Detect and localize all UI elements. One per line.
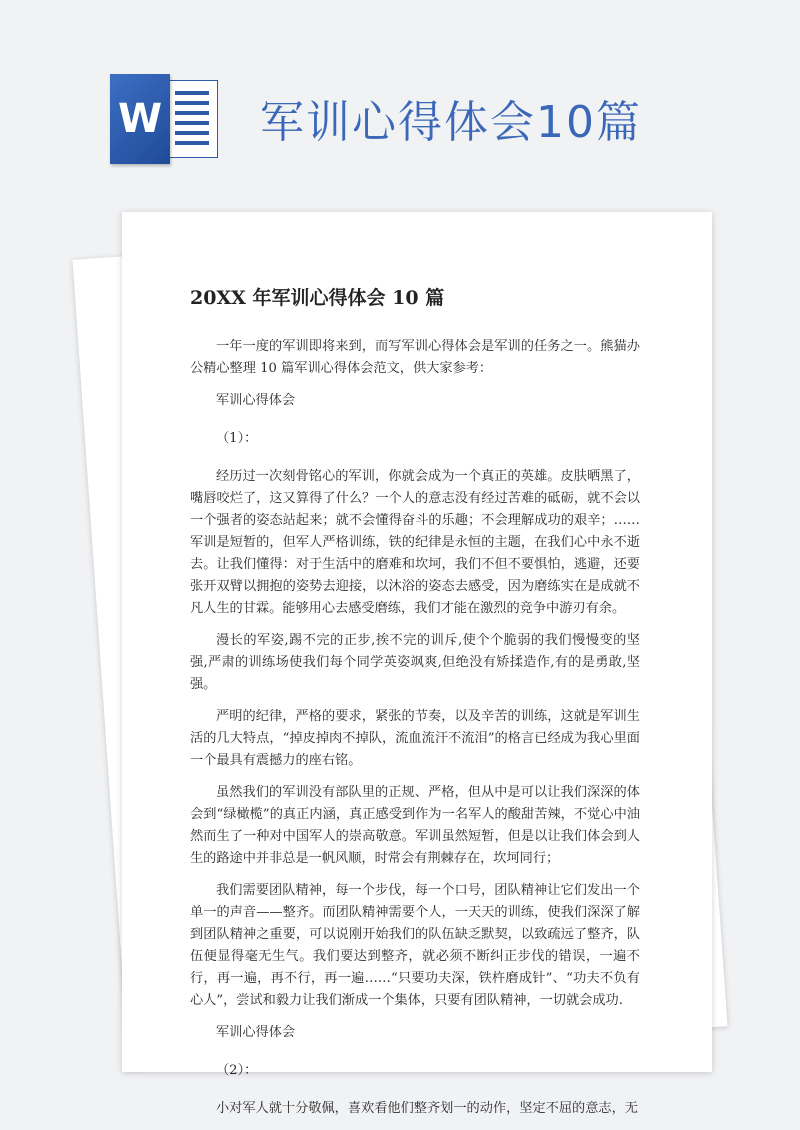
body-paragraph: 虽然我们的军训没有部队里的正规、严格，但从中是可以让我们深深的体会到“绿橄榄”的真正内涵，真正感受到作为一名军人的酸甜苦辣，不觉心中油然而生了一种对中国军人的崇高敬意。军训虽然短暂，但是以让我们体会到人生的路途中并非总是一帆风顺，时常会有荆棘存在，坎坷同行； — [190, 785, 640, 866]
banner-title: 军训心得体会10篇 — [260, 97, 642, 148]
body-paragraph: 严明的纪律，严格的要求，紧张的节奏，以及辛苦的训练，这就是军训生活的几大特点，“掉皮掉肉不掉队，流血流汗不流泪”的格言已经成为我心里面一个最具有震撼力的座右铭。 — [190, 709, 640, 768]
document-title: 20XX 年军训心得体会 10 篇 — [190, 287, 445, 309]
word-document-icon — [110, 74, 220, 164]
section-heading: 军训心得体会 — [216, 393, 296, 408]
section-number: （2）： — [216, 1063, 258, 1078]
body-paragraph: 小对军人就十分敬佩，喜欢看他们整齐划一的动作，坚定不屈的意志，无 — [216, 1101, 638, 1116]
document-body — [190, 283, 640, 1130]
section-heading: 军训心得体会 — [216, 1025, 296, 1040]
body-paragraph: 漫长的军姿,踢不完的正步,挨不完的训斥,使个个脆弱的我们慢慢变的坚强,严肃的训练场使我们每个同学英姿飒爽,但绝没有矫揉造作,有的是勇敢,坚强。 — [190, 633, 640, 692]
banner — [0, 0, 800, 190]
body-paragraph: 经历过一次刻骨铭心的军训，你就会成为一个真正的英雄。皮肤晒黑了，嘴唇咬烂了，这又算得了什么？一个人的意志没有经过苦难的砥砺，就不会以一个强者的姿态站起来；就不会懂得奋斗的乐趣；不会理解成功的艰辛；……军训是短暂的，但军人严格训练，铁的纪律是永恒的主题，在我们心中永不逝去。让我们懂得：对于生活中的磨难和坎坷，我们不但不要惧怕，逃避，还要张开双臂以拥抱的姿势去迎接，以沐浴的姿态去感受，因为磨练实在是成就不凡人生的甘霖。能够用心去感受磨练，我们才能在激烈的竞争中游刃有余。 — [190, 469, 640, 616]
word-logo-tile: W — [110, 74, 170, 164]
section-number: （1）： — [216, 431, 258, 446]
intro-paragraph: 一年一度的军训即将来到，而写军训心得体会是军训的任务之一。熊猫办公精心整理 10 篇军训心得体会范文，供大家参考： — [190, 339, 640, 376]
body-paragraph: 我们需要团队精神，每一个步伐，每一个口号，团队精神让它们发出一个单一的声音——整齐。而团队精神需要个人，一天天的训练，使我们深深了解到团队精神之重要，可以说刚开始我们的队伍缺乏默契，以致疏远了整齐，队伍便显得毫无生气。我们要达到整齐，就必须不断纠正步伐的错误，一遍不行，再一遍，再不行，再一遍……“只要功夫深，铁杵磨成针”、“功夫不负有心人”，尝试和毅力让我们渐成一个集体，只要有团队精神，一切就会成功. — [190, 883, 640, 1008]
